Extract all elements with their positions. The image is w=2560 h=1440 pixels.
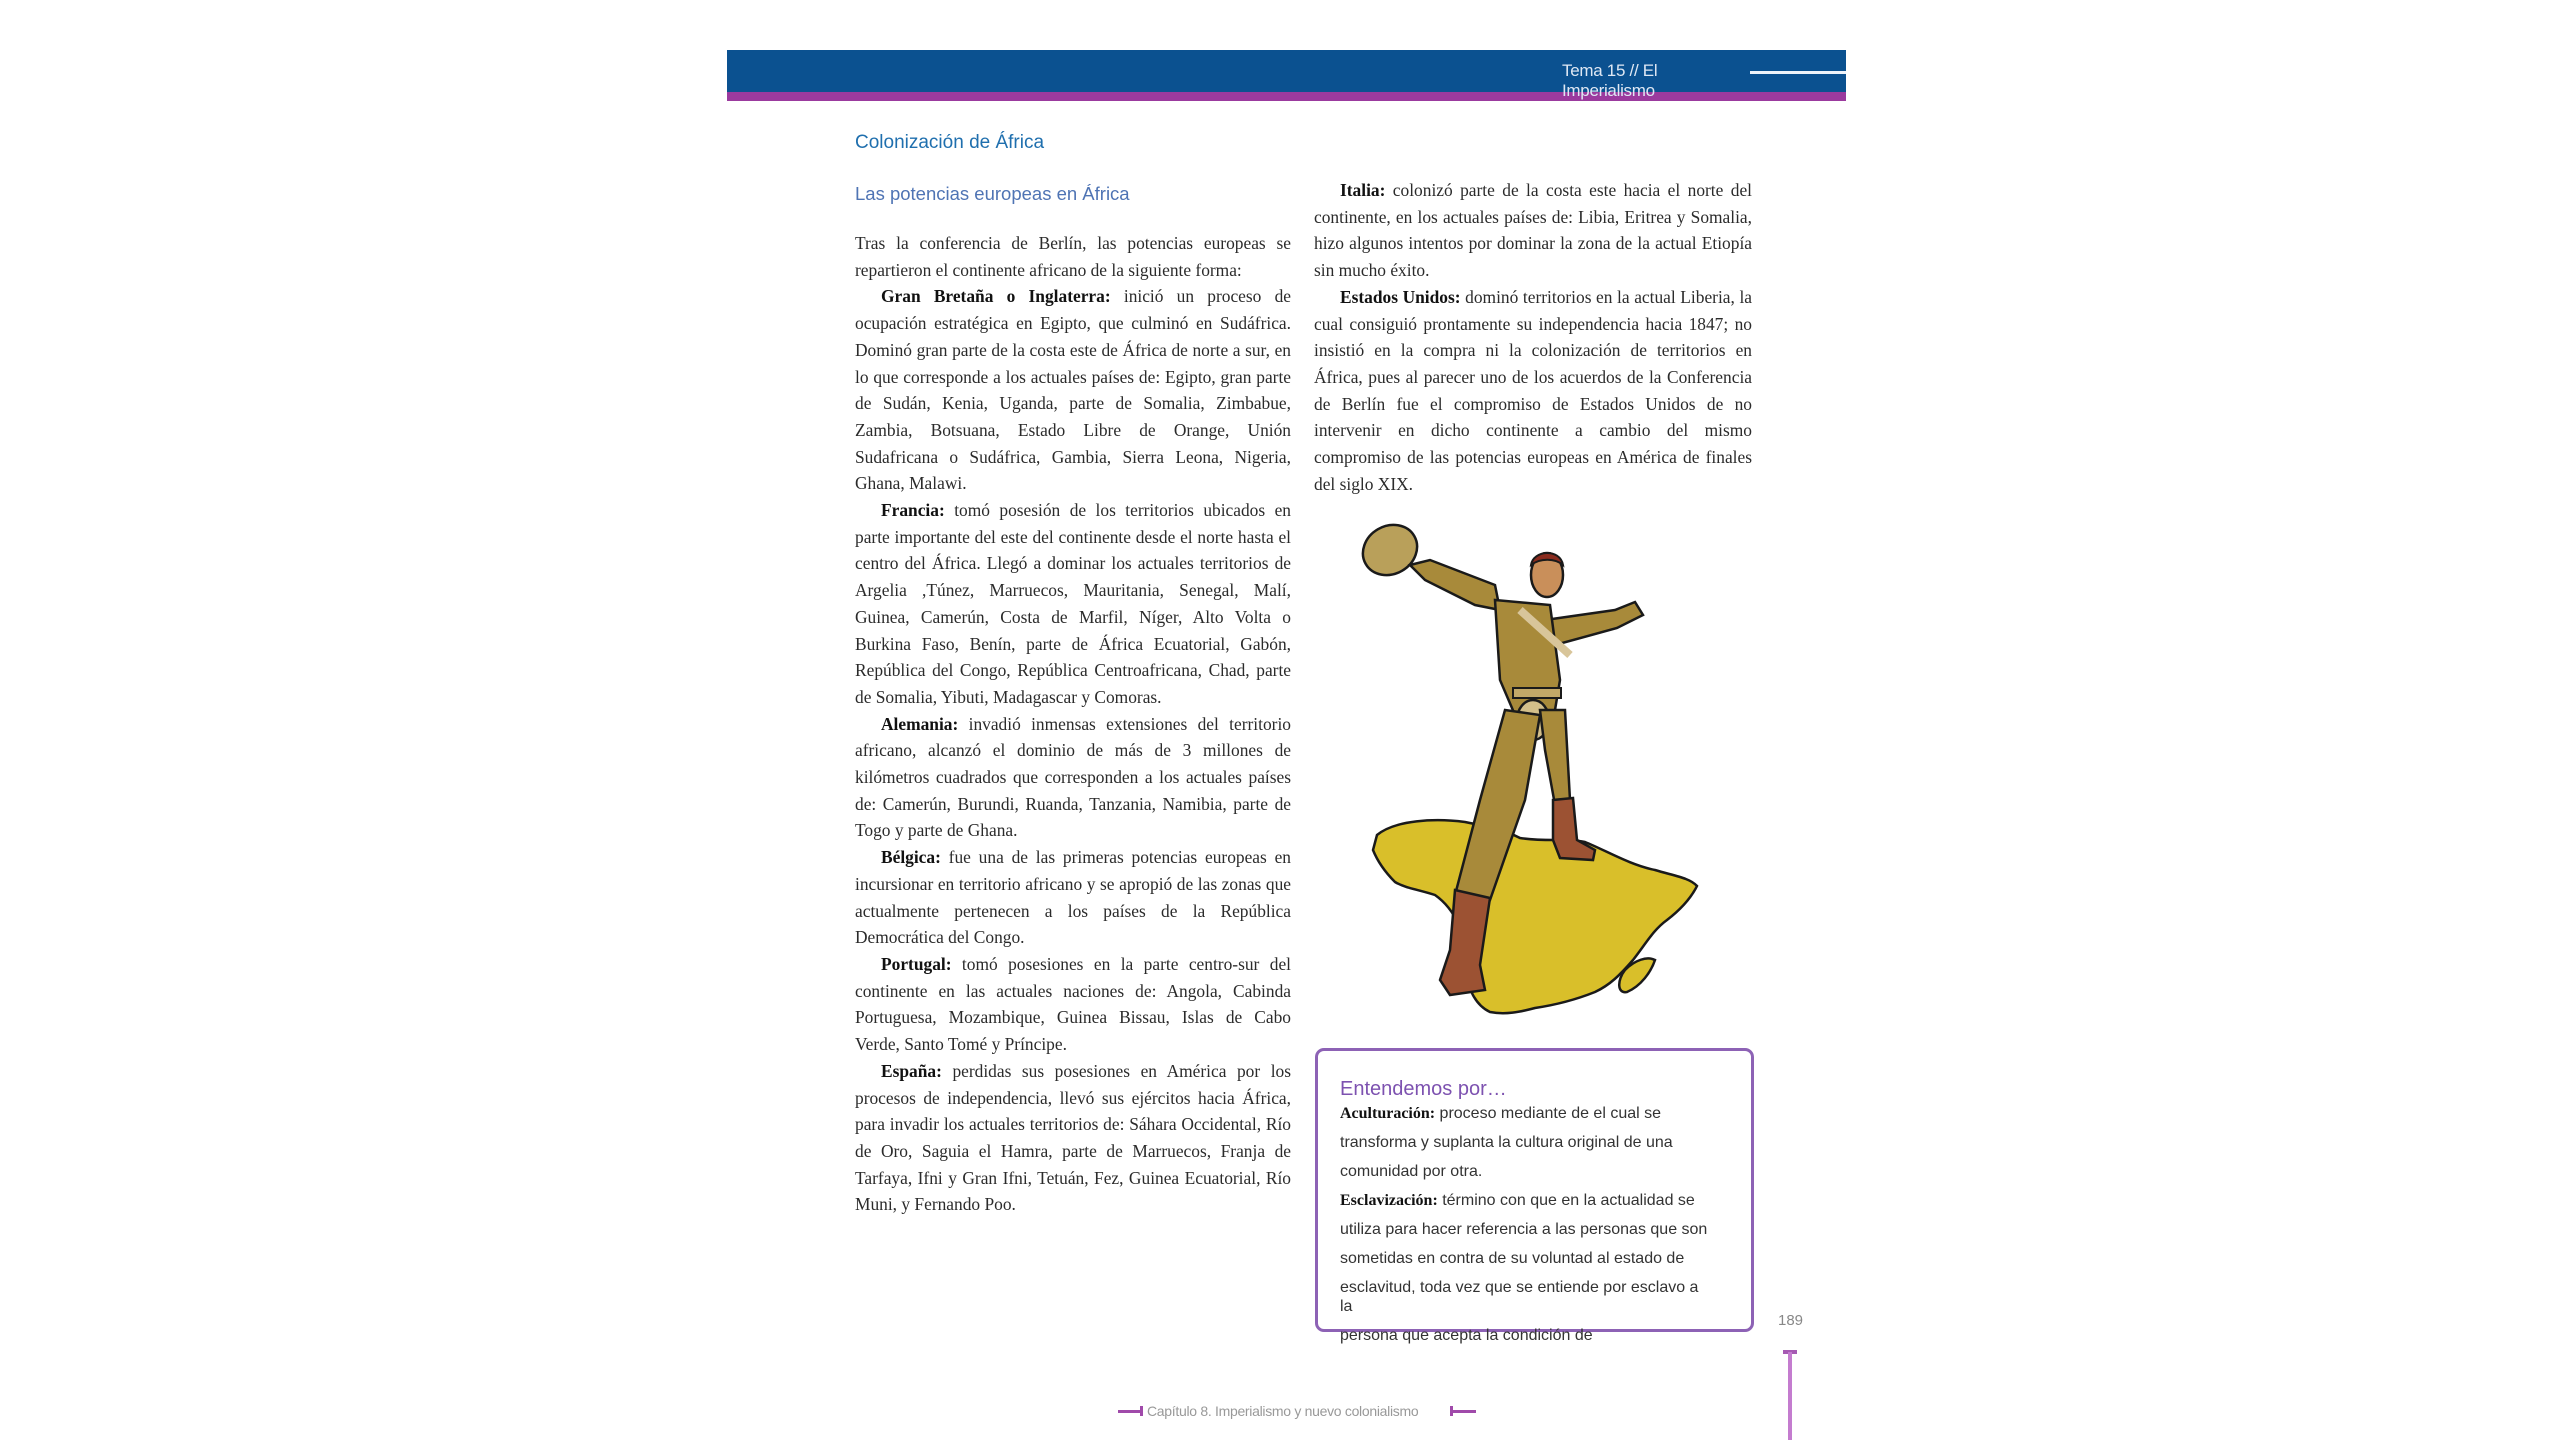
glossary-line: esclavitud, toda vez que se entiende por esclavo a la [1340,1279,1699,1315]
term: Estados Unidos: [1340,286,1461,307]
right-boot [1553,798,1595,860]
glossary-title: Entendemos por… [1340,1078,1507,1100]
term: Alemania: [881,713,959,734]
term: Gran Bretaña o Inglaterra: [881,286,1111,307]
glossary-line: sometidas en contra de su voluntad al estado de [1340,1250,1685,1267]
glossary-line: utiliza para hacer referencia a las personas que son [1340,1221,1708,1238]
footer-chapter: Capítulo 8. Imperialismo y nuevo colonialismo [1147,1403,1419,1419]
hat [1355,520,1426,585]
paragraph-portugal: Portugal: tomó posesiones en la parte centro-sur del continente en las actuales naciones de: Angola, Cabinda Portuguesa, Mozambique, Guinea Bissau, Islas de Cabo Verde, Santo Tomé y Príncipe. [855,953,1291,1055]
page-title: Colonización de África [855,132,1045,153]
paragraph-italia: Italia: colonizó parte de la costa este hacia el norte del continente, en los actuales países de: Libia, Eritrea y Somalia, hizo algunos intentos por dominar la zona de la actual Etiopía sin mucho éxito. [1314,180,1752,281]
footer-rule-left-tick [1140,1406,1143,1416]
header-rule [1750,71,1846,74]
page-marker-line [1788,1352,1792,1440]
term: Francia: [881,500,945,521]
glossary-line: persona que acepta la condición de [1340,1327,1593,1344]
paragraph-estados-unidos: Estados Unidos: dominó territorios en la actual Liberia, la cual consiguió prontamente su independencia hacia 1847; no insistió en la compra ni la colonización de territorios en África, pues al parecer uno de los acuerdos de la Conferencia de Berlín fue el compromiso de Estados Unidos de no intervenir en dicho continente a cambio del mismo compromiso de las potencias europeas en América de finales del siglo XIX. [1314,286,1752,494]
paragraph-gran-bretana: Gran Bretaña o Inglaterra: inició un proceso de ocupación estratégica en Egipto, que culminó en Sudáfrica. Dominó gran parte de la costa este de África de norte a sur, en lo que corresponde a los actuales países de: Egipto, gran parte de Sudán, Kenia, Uganda, parte de Somalia, Zimbabue, Zambia, Botsuana, Estado Libre de Orange, Unión Sudafricana o Sudáfrica, Gambia, Sierra Leona, Nigeria, Ghana, Malawi. [855,286,1291,494]
right-leg [1540,710,1570,805]
soldier-on-africa-illustration [1355,520,1715,1030]
glossary-line: Aculturación: proceso mediante de el cual se [1340,1105,1662,1122]
header-title: Tema 15 // El Imperialismo [1562,61,1658,100]
paragraph-espana: España: perdidas sus posesiones en América por los procesos de independencia, llevó sus ejércitos hacia África, para invadir los actuales territorios de: Sáhara Occidental, Río de Oro, Saguia el Hamra, parte de Marruecos, Franja de Tarfaya, Ifni y Gran Ifni, Tetuán, Fez, Guinea Ecuatorial, Río Muni, y Fernando Poo. [855,1060,1291,1215]
paragraph-alemania: Alemania: invadió inmensas extensiones del territorio africano, alcanzó el dominio de más de 3 millones de kilómetros cuadrados que corresponden a los actuales países de: Camerún, Burundi, Ruanda, Tanzania, Namibia, parte de Togo y parte de Ghana. [855,713,1291,841]
section-subheading: Las potencias europeas en África [855,183,1130,204]
term: Portugal: [881,953,952,974]
right-column [1314,177,1752,497]
intro-paragraph: Tras la conferencia de Berlín, las potencias europeas se repartieron el continente africano de la siguiente forma: [855,233,1291,280]
footer-rule-right [1452,1410,1476,1413]
glossary-text [1340,1104,1710,1355]
term: España: [881,1060,942,1081]
term: Italia: [1340,180,1386,200]
paragraph-belgica: Bélgica: fue una de las primeras potencias europeas en incursionar en territorio africano y se apropió de las zonas que actualmente pertenecen a los países de la República Democrática del Congo. [855,847,1291,948]
footer-rule-left [1118,1410,1142,1413]
paragraph-francia: Francia: tomó posesión de los territorios ubicados en parte importante del este del continente desde el norte hasta el centro del África. Llegó a dominar los actuales territorios de Argelia ,Túnez, Marruecos, Mauritania, Senegal, Malí, Guinea, Camerún, Costa de Marfil, Níger, Alto Volta o Burkina Faso, Benín, parte de África Ecuatorial, Gabón, República del Congo, República Centroafricana, Chad, parte de Somalia, Yibuti, Madagascar y Comoras. [855,500,1291,707]
left-column [855,230,1291,1218]
raised-arm [1410,560,1500,610]
glossary-line: transforma y suplanta la cultura original de una [1340,1134,1673,1151]
africa-map [1373,820,1697,1013]
extended-arm [1545,602,1643,645]
page-number: 189 [1778,1312,1804,1329]
term: Bélgica: [881,847,941,868]
glossary-line: comunidad por otra. [1340,1163,1483,1180]
belt [1513,688,1561,698]
glossary-line: Esclavización: término con que en la actualidad se [1340,1192,1695,1209]
